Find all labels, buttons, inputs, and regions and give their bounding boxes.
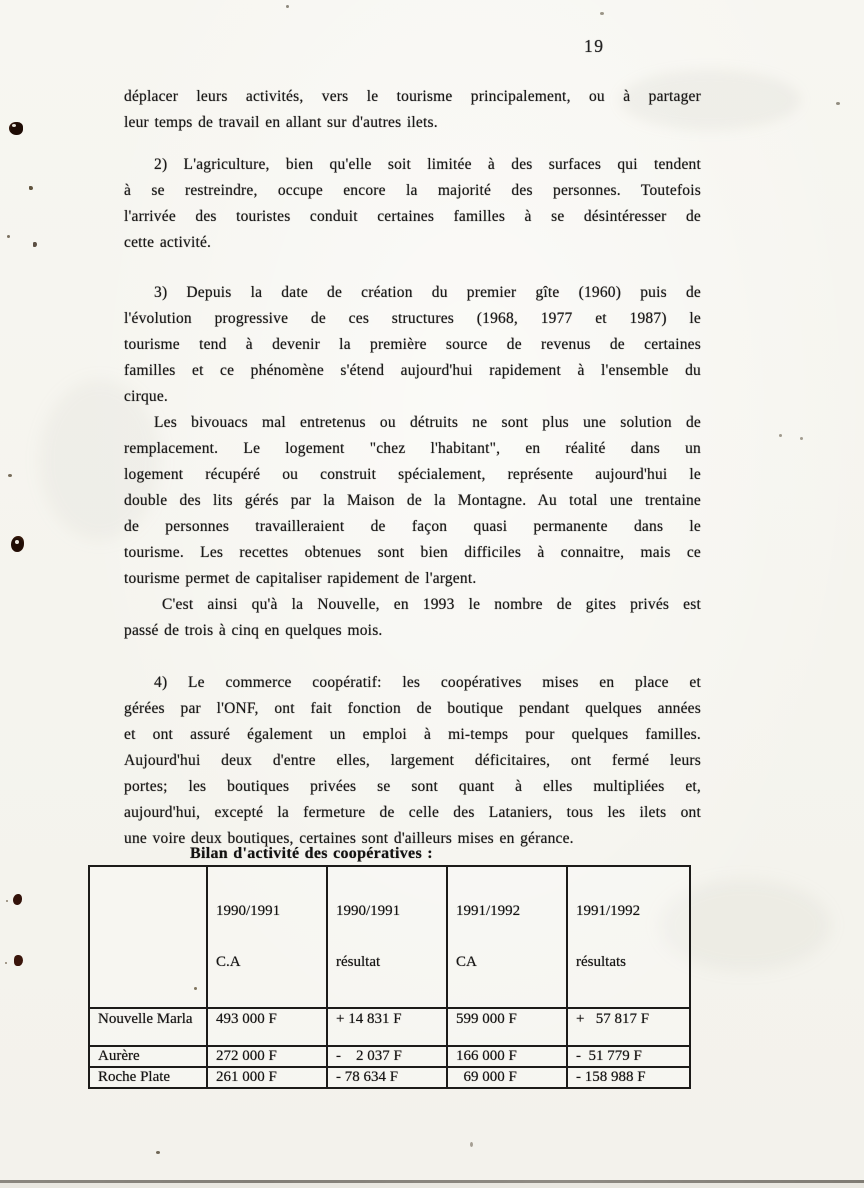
paragraph-6 xyxy=(124,670,701,852)
text-line: familles et ce phénomène s'étend aujourd'hui rapidement à l'ensemble du xyxy=(124,362,701,379)
text-line: de personnes travailleraient de façon quasi permanente dans le xyxy=(124,518,701,535)
text-line: Les bivouacs mal entretenus ou détruits ne sont plus une solution de xyxy=(154,414,701,431)
text-line: C'est ainsi qu'à la Nouvelle, en 1993 le nombre de gites privés est xyxy=(162,596,701,613)
header-line: résultat xyxy=(336,954,381,970)
header-line: résultats xyxy=(576,954,626,970)
row-name: Roche Plate xyxy=(89,1067,207,1088)
cell-resultat-9091: - 2 037 F xyxy=(327,1046,447,1067)
header-cell-resultats-9192 xyxy=(567,866,690,1008)
header-line: CA xyxy=(456,954,477,970)
table-title: Bilan d'activité des coopératives : xyxy=(190,845,433,862)
ink-speck xyxy=(156,1151,160,1154)
text-line: portes; les boutiques privées se sont quant à elles multipliées et, xyxy=(124,778,701,795)
text-line: tourisme tend à devenir la première source de revenus de certaines xyxy=(124,336,701,353)
ink-blob xyxy=(13,894,22,905)
cooperatives-table-section xyxy=(88,845,689,1089)
text-line: gérées par l'ONF, ont fait fonction de boutique pendant quelques années xyxy=(124,700,701,717)
cell-resultats-9192: + 57 817 F xyxy=(567,1008,690,1046)
cell-ca-9091: 272 000 F xyxy=(207,1046,327,1067)
header-cell-ca-9091 xyxy=(207,866,327,1008)
text-line: leur temps de travail en allant sur d'autres ilets. xyxy=(124,114,438,131)
text-line: 4) Le commerce coopératif: les coopératives mises en place et xyxy=(154,674,701,691)
text-line: Aujourd'hui deux d'entre elles, largement déficitaires, ont fermé leurs xyxy=(124,752,701,769)
scan-bottom-edge xyxy=(0,1183,864,1188)
cell-ca-9192: 69 000 F xyxy=(447,1067,567,1088)
ink-speck xyxy=(836,102,840,105)
text-line: tourisme. Les recettes obtenues sont bien difficiles à connaitre, mais ce xyxy=(124,544,701,561)
header-cell-ca-9192 xyxy=(447,866,567,1008)
header-line: 1991/1992 xyxy=(456,903,521,919)
ink-speck xyxy=(194,987,197,990)
header-line: 1990/1991 xyxy=(336,903,401,919)
table-header-row xyxy=(89,866,690,1008)
ink-speck xyxy=(5,962,7,964)
text-line: logement récupéré ou construit spécialement, représente aujourd'hui le xyxy=(124,466,701,483)
cell-resultats-9192: - 158 988 F xyxy=(567,1067,690,1088)
row-name: Nouvelle Marla xyxy=(89,1008,207,1046)
text-line: et ont assuré également un emploi à mi-temps pour quelques familles. xyxy=(124,726,701,743)
table-row-nouvelle-marla xyxy=(89,1008,690,1046)
text-line: 2) L'agriculture, bien qu'elle soit limitée à des surfaces qui tendent xyxy=(154,156,701,173)
paragraph-1 xyxy=(124,84,701,136)
cooperatives-table xyxy=(88,865,691,1089)
text-line: aujourd'hui, excepté la fermeture de celle des Lataniers, tous les ilets ont xyxy=(124,804,701,821)
text-line: tourisme permet de capitaliser rapidement de l'argent. xyxy=(124,570,477,587)
text-line: cirque. xyxy=(124,388,169,405)
cell-resultat-9091: + 14 831 F xyxy=(327,1008,447,1046)
row-name: Aurère xyxy=(89,1046,207,1067)
text-line: à se restreindre, occupe encore la majorité des personnes. Toutefois xyxy=(124,182,701,199)
ink-speck xyxy=(779,434,782,437)
cell-ca-9192: 166 000 F xyxy=(447,1046,567,1067)
cell-resultats-9192: - 51 779 F xyxy=(567,1046,690,1067)
text-line: une voire deux boutiques, certaines sont d'ailleurs mises en gérance. xyxy=(124,830,574,847)
paragraph-3 xyxy=(124,280,701,410)
ink-speck xyxy=(33,242,37,247)
header-line: 1991/1992 xyxy=(576,903,641,919)
text-line: l'arrivée des touristes conduit certaines familles à se désintéresser de xyxy=(124,208,701,225)
paragraph-4 xyxy=(124,410,701,592)
ink-speck xyxy=(8,474,12,477)
paragraph-2 xyxy=(124,152,701,256)
ink-blob xyxy=(9,122,23,135)
ink-blob xyxy=(14,955,23,966)
cell-ca-9091: 493 000 F xyxy=(207,1008,327,1046)
ink-speck xyxy=(800,437,803,440)
ink-speck xyxy=(6,900,8,902)
text-line: double des lits gérés par la Maison de la Montagne. Au total une trentaine xyxy=(124,492,701,509)
scan-edge-line xyxy=(0,1180,864,1183)
text-line: remplacement. Le logement "chez l'habitant", en réalité dans un xyxy=(124,440,701,457)
header-cell-resultat-9091 xyxy=(327,866,447,1008)
ink-speck xyxy=(600,12,604,15)
ink-speck xyxy=(470,1142,473,1147)
page-number: 19 xyxy=(584,36,605,56)
text-line: passé de trois à cinq en quelques mois. xyxy=(124,622,383,639)
text-line: cette activité. xyxy=(124,234,212,251)
text-line: 3) Depuis la date de création du premier gîte (1960) puis de xyxy=(154,284,701,301)
table-row-aurere xyxy=(89,1046,690,1067)
table-row-roche-plate xyxy=(89,1067,690,1088)
ink-speck xyxy=(7,235,10,238)
header-line: 1990/1991 xyxy=(216,903,281,919)
body-text xyxy=(124,84,701,852)
header-line: C.A xyxy=(216,954,241,970)
ink-speck xyxy=(29,186,33,190)
text-line: déplacer leurs activités, vers le tourisme principalement, ou à partager xyxy=(124,88,701,105)
cell-ca-9091: 261 000 F xyxy=(207,1067,327,1088)
text-line: l'évolution progressive de ces structures (1968, 1977 et 1987) le xyxy=(124,310,701,327)
cell-resultat-9091: - 78 634 F xyxy=(327,1067,447,1088)
ink-blob xyxy=(11,536,24,552)
cell-ca-9192: 599 000 F xyxy=(447,1008,567,1046)
header-cell-empty xyxy=(89,866,207,1008)
ink-speck xyxy=(286,5,289,8)
paragraph-5 xyxy=(124,592,701,644)
